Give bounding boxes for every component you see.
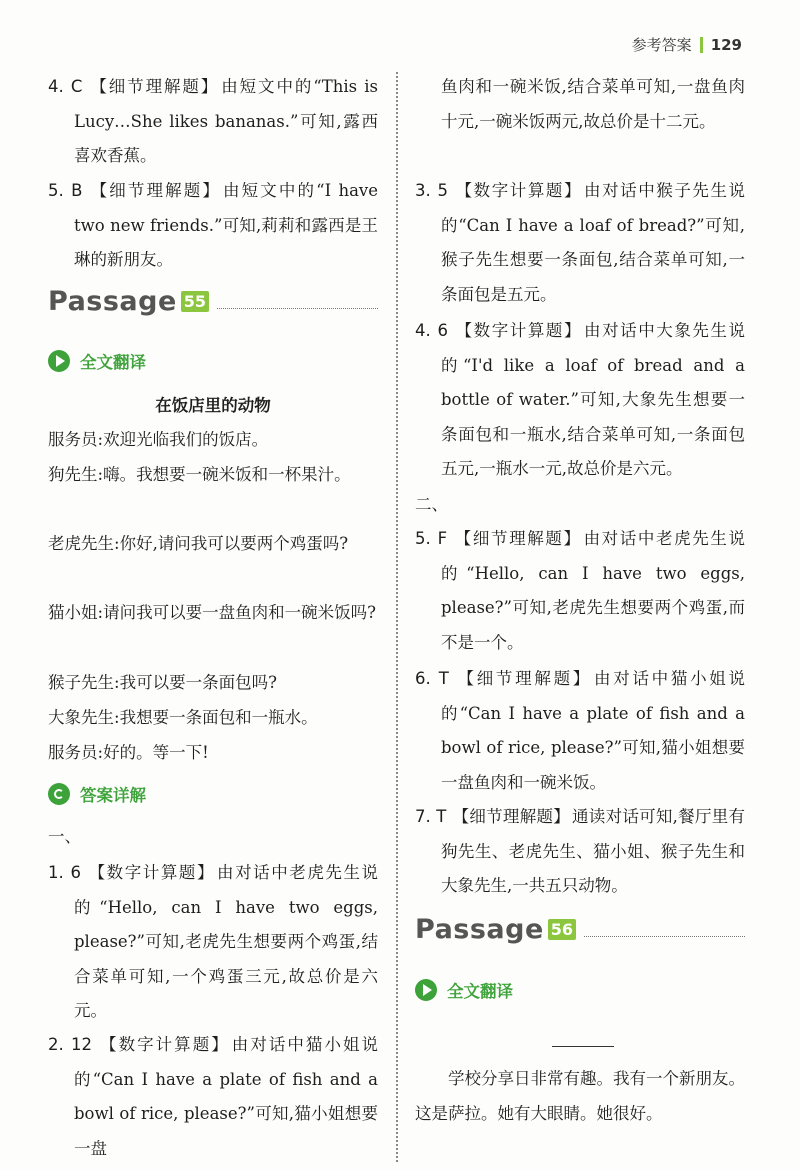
question-type: 【数字计算题】 xyxy=(454,321,583,340)
section-title: 全文翻译 xyxy=(447,982,513,1001)
item-number: 1. 6 xyxy=(48,863,82,882)
item-number: 5. B xyxy=(48,181,83,200)
passage-56-heading xyxy=(415,914,745,945)
question-type: 【细节理解题】 xyxy=(88,77,220,96)
dialogue-line xyxy=(48,736,378,771)
column-divider xyxy=(396,72,398,1162)
item-number: 4. C xyxy=(48,77,83,96)
page-header xyxy=(632,34,742,55)
dialogue-line xyxy=(48,596,378,631)
passage-word: Passage xyxy=(415,914,544,945)
answer-item-4 xyxy=(48,70,378,174)
dialogue-line xyxy=(48,527,378,562)
speaker: 狗先生: xyxy=(48,465,104,484)
item-number: 5. F xyxy=(415,529,448,548)
speaker: 大象先生: xyxy=(48,708,120,727)
dialogue-line xyxy=(48,666,378,701)
speaker: 老虎先生: xyxy=(48,534,120,553)
answer-item-5 xyxy=(415,522,745,660)
line-text: 你好,请问我可以要两个鸡蛋吗? xyxy=(119,534,349,553)
item-text: 由对话中老虎先生说的“Hello, can I have two eggs, please?”可知,老虎先生想要两个鸡蛋,而不是一个。 xyxy=(441,529,746,652)
answer-icon xyxy=(48,783,70,805)
speaker: 猫小姐: xyxy=(48,603,104,622)
item-text: 通读对话可知,餐厅里有狗先生、老虎先生、猫小姐、猴子先生和大象先生,一共五只动物。 xyxy=(441,807,745,895)
line-text: 请问我可以要一盘鱼肉和一碗米饭吗? xyxy=(103,603,376,622)
translation-section-header xyxy=(415,978,513,1002)
item-number: 3. 5 xyxy=(415,181,449,200)
answer-item-3 xyxy=(415,174,745,312)
section-marker: 一、 xyxy=(48,827,81,846)
item-number: 4. 6 xyxy=(415,321,449,340)
speaker: 猴子先生: xyxy=(48,673,120,692)
answer-item-2-continued: 鱼肉和一碗米饭,结合菜单可知,一盘鱼肉十元,一碗米饭两元,故总价是十二元。 xyxy=(441,77,745,131)
question-type: 【数字计算题】 xyxy=(87,863,216,882)
dialogue-line xyxy=(48,458,378,493)
item-text: 由对话中猫小姐说的“Can I have a plate of fish and a bowl of rice, please?”可知,猫小姐想要一盘 xyxy=(74,1035,379,1158)
passage-55-heading xyxy=(48,286,378,317)
item-text: 由短文中的“I have two new friends.”可知,莉莉和露西是王琳的新朋友。 xyxy=(74,181,379,269)
line-text: 好的。等一下! xyxy=(103,743,209,762)
page-number: 129 xyxy=(710,35,742,54)
item-text: 由对话中猫小姐说的“Can I have a plate of fish and a bowl of rice, please?”可知,猫小姐想要一盘鱼肉和一碗米饭。 xyxy=(441,669,745,792)
section-title: 答案详解 xyxy=(80,786,146,805)
speaker: 服务员: xyxy=(48,743,104,762)
answer-section-header xyxy=(48,782,146,806)
dotted-rule xyxy=(584,922,745,937)
item-text: 由对话中老虎先生说的“Hello, can I have two eggs, please?”可知,老虎先生想要两个鸡蛋,结合菜单可知,一个鸡蛋三元,故总价是六元。 xyxy=(74,863,379,1020)
section-title: 全文翻译 xyxy=(80,353,146,372)
question-type: 【数字计算题】 xyxy=(98,1035,230,1054)
header-label: 参考答案 xyxy=(631,36,692,54)
item-number: 2. 12 xyxy=(48,1035,93,1054)
answer-item-2 xyxy=(48,1028,378,1166)
question-type: 【细节理解题】 xyxy=(452,807,571,826)
line-text: 欢迎光临我们的饭店。 xyxy=(103,430,269,449)
play-icon xyxy=(415,979,437,1001)
item-number: 6. T xyxy=(415,669,449,688)
question-type: 【数字计算题】 xyxy=(454,181,583,200)
play-icon xyxy=(48,350,70,372)
item-text: 由短文中的“This is Lucy…She likes bananas.”可知,露西喜欢香蕉。 xyxy=(74,77,378,165)
question-type: 【细节理解题】 xyxy=(453,529,582,548)
passage-number-badge: 55 xyxy=(181,291,209,312)
passage-number-badge: 56 xyxy=(548,919,576,940)
passage-word: Passage xyxy=(48,286,177,317)
line-text: 嗨。我想要一碗米饭和一杯果汁。 xyxy=(103,465,351,484)
item-number: 7. T xyxy=(415,807,447,826)
speaker: 服务员: xyxy=(48,430,104,449)
translation-section-header xyxy=(48,349,146,373)
item-text: 由对话中猴子先生说的“Can I have a loaf of bread?”可知,猴子先生想要一条面包,结合菜单可知,一条面包是五元。 xyxy=(441,181,746,304)
header-divider xyxy=(700,37,703,53)
story-paragraph: 学校分享日非常有趣。我有一个新朋友。这是萨拉。她有大眼睛。她很好。 xyxy=(415,1069,745,1123)
line-text: 我可以要一条面包吗? xyxy=(119,673,277,692)
answer-item-1 xyxy=(48,856,378,1029)
dialogue-line xyxy=(48,423,378,458)
item-text: 由对话中大象先生说的“I'd like a loaf of bread and a bottle of water.”可知,大象先生想要一条面包和一瓶水,结合菜单可知,一条面包五元,一瓶水一元,故总价是六元。 xyxy=(441,321,746,478)
question-type: 【细节理解题】 xyxy=(88,181,221,200)
section-marker: 二、 xyxy=(415,495,448,514)
answer-item-7 xyxy=(415,800,745,904)
answer-item-4 xyxy=(415,314,745,487)
line-text: 我想要一条面包和一瓶水。 xyxy=(119,708,318,727)
dotted-rule xyxy=(217,294,378,309)
answer-item-5 xyxy=(48,174,378,278)
title-blank-line xyxy=(552,1046,614,1047)
dialogue-line xyxy=(48,701,378,736)
answer-item-6 xyxy=(415,662,745,800)
story-title: 在饭店里的动物 xyxy=(155,396,271,415)
question-type: 【细节理解题】 xyxy=(454,669,592,688)
